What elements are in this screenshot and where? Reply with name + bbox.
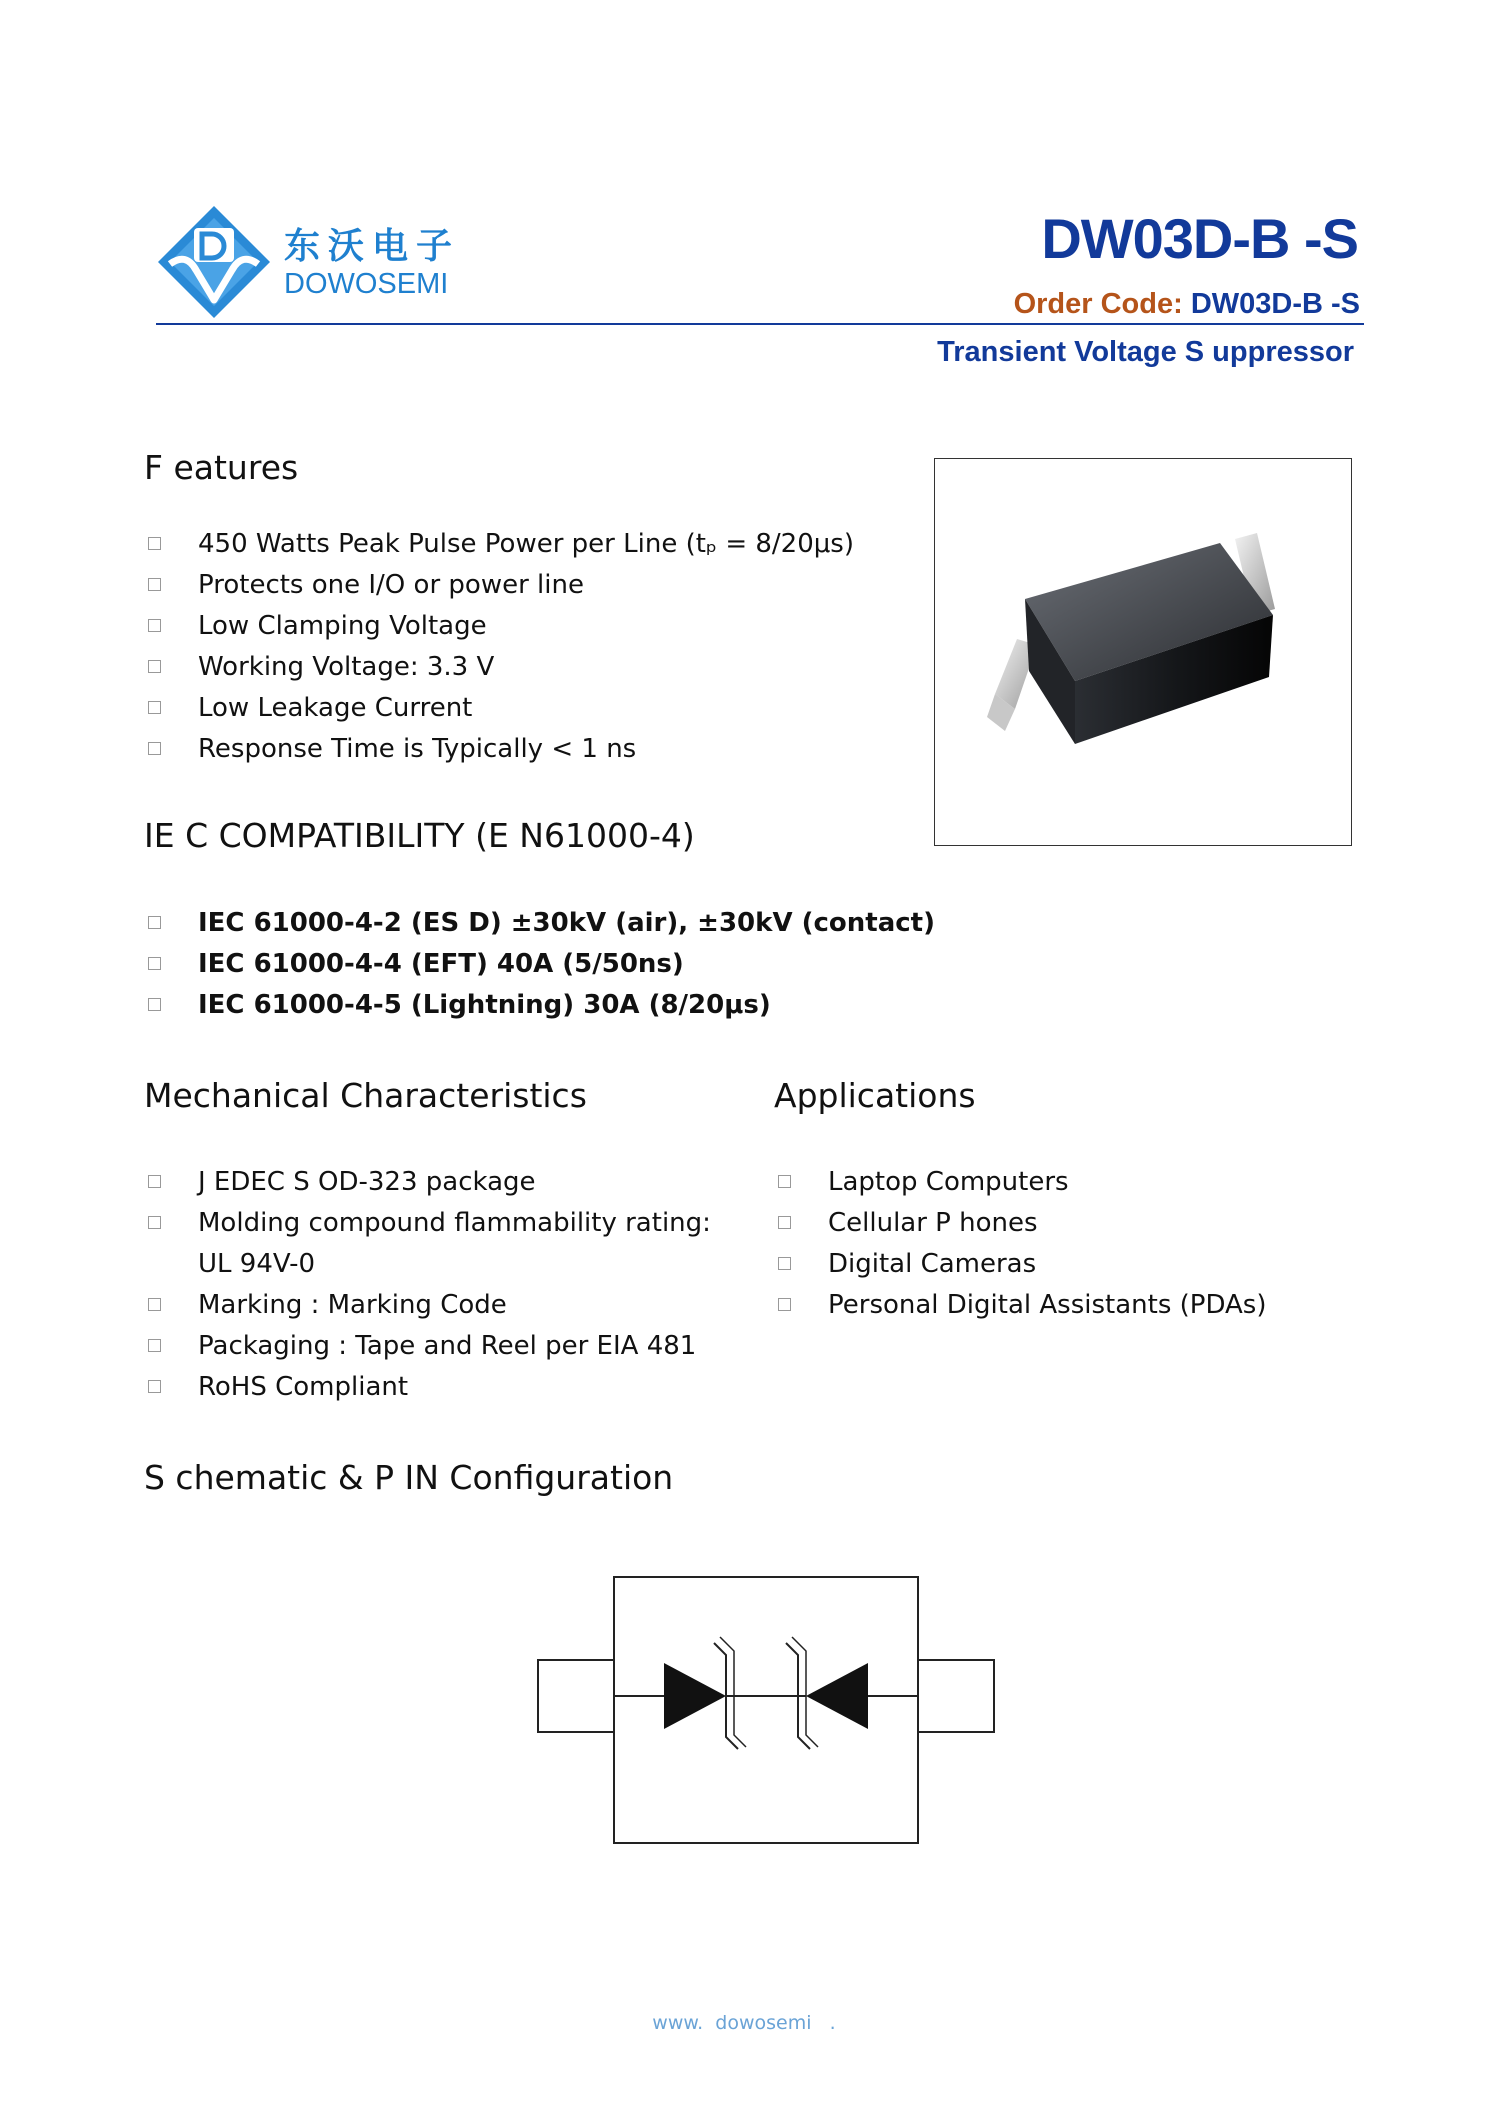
product-photo (934, 458, 1352, 846)
bullet-box-icon (778, 1257, 791, 1270)
schematic-title: S chematic & P IN Configuration (144, 1458, 674, 1497)
bullet-box-icon (148, 742, 161, 755)
logo-chinese-name: 东沃电子 (284, 225, 461, 267)
dowosemi-logo-icon (156, 204, 272, 320)
bullet-box-icon (148, 701, 161, 714)
iec-title: IE C COMPATIBILITY (E N61000-4) (144, 816, 695, 855)
bullet-box-icon (148, 537, 161, 550)
logo-english-name: DOWOSEMI (284, 268, 449, 300)
part-number-title: DW03D-B -S (1041, 207, 1358, 270)
applications-title: Applications (774, 1076, 976, 1115)
features-title: F eatures (144, 448, 299, 487)
bullet-box-icon (148, 1216, 161, 1229)
bullet-box-icon (148, 1298, 161, 1311)
order-code (1014, 288, 1360, 321)
mechanical-title: Mechanical Characteristics (144, 1076, 587, 1115)
diode-right-icon (806, 1663, 868, 1729)
product-type: Transient Voltage S uppressor (937, 336, 1354, 368)
bullet-box-icon (148, 916, 161, 929)
order-code-value: DW03D-B -S (1190, 288, 1360, 320)
bullet-box-icon (148, 998, 161, 1011)
bullet-box-icon (148, 619, 161, 632)
bullet-box-icon (148, 1339, 161, 1352)
bullet-box-icon (778, 1298, 791, 1311)
order-code-label: Order Code: (1013, 288, 1183, 320)
bullet-box-icon (148, 578, 161, 591)
bullet-box-icon (148, 1175, 161, 1188)
bullet-box-icon (148, 957, 161, 970)
bullet-box-icon (778, 1216, 791, 1229)
footer-website: www. dowosemi . (652, 2012, 836, 2034)
diode-left-icon (664, 1663, 726, 1729)
bullet-box-icon (148, 1380, 161, 1393)
header-divider (156, 323, 1364, 325)
bullet-box-icon (778, 1175, 791, 1188)
sod323-package-image (935, 459, 1351, 845)
schematic-diagram (536, 1575, 996, 1845)
company-logo (156, 204, 496, 320)
bullet-box-icon (148, 660, 161, 673)
